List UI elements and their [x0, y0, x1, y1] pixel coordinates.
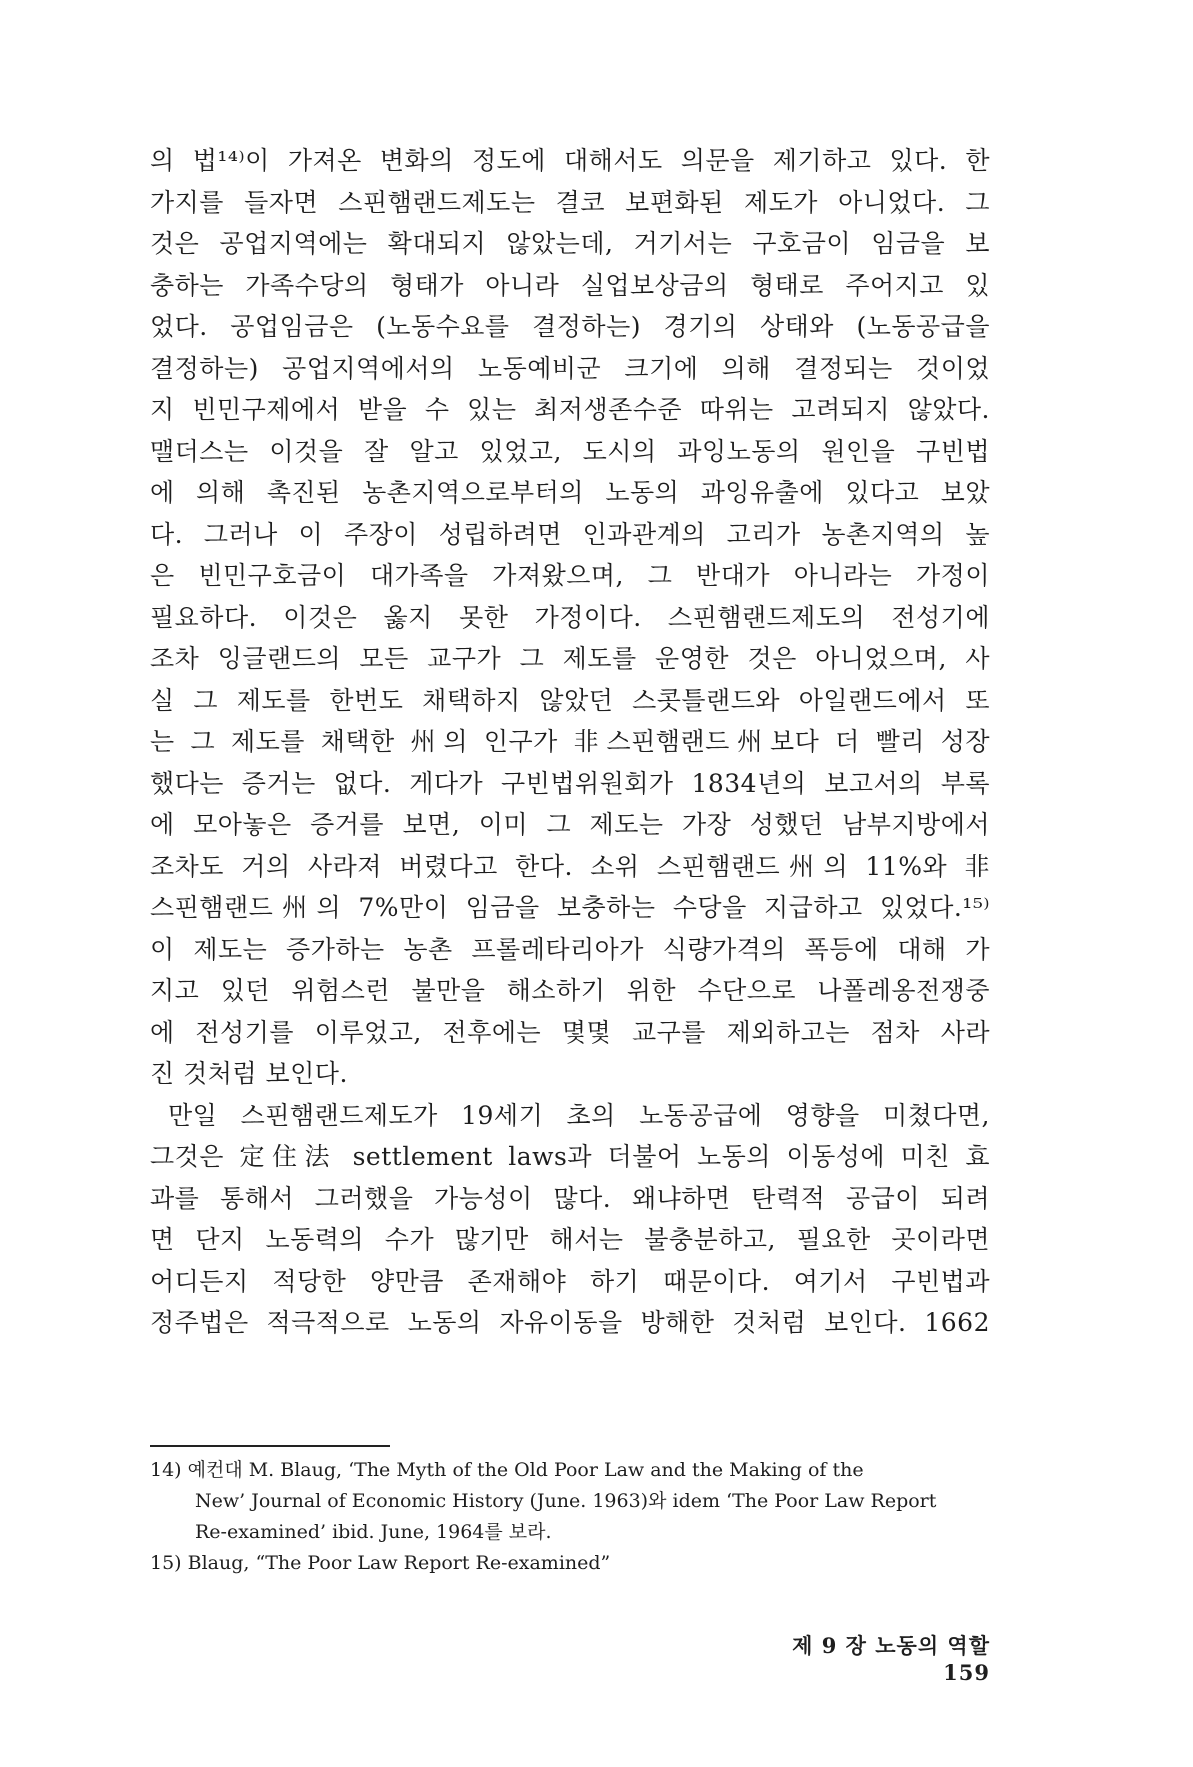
text-line: 만일 스핀햄랜드제도가 19세기 초의 노동공급에 영향을 미쳤다면, [168, 1100, 990, 1130]
footnote-line: New’ Journal of Economic History (June. 1963)와 idem ‘The Poor Law Report [195, 1490, 937, 1512]
text-line: 의 법¹⁴⁾이 가져온 변화의 정도에 대해서도 의문을 제기하고 있다. 한 [150, 146, 990, 175]
footnote-line: 15) Blaug, “The Poor Law Report Re-examined” [150, 1552, 611, 1574]
text-line: 면 단지 노동력의 수가 많기만 해서는 불충분하고, 필요한 곳이라면 [150, 1225, 990, 1254]
text-line: 과를 통해서 그러했을 가능성이 많다. 왜냐하면 탄력적 공급이 되려 [150, 1183, 990, 1213]
text-line: 가지를 들자면 스핀햄랜드제도는 결코 보편화된 제도가 아니었다. 그 [150, 187, 990, 217]
text-line: 다. 그러나 이 주장이 성립하려면 인과관계의 고리가 농촌지역의 높 [150, 519, 990, 549]
text-line: 정주법은 적극적으로 노동의 자유이동을 방해한 것처럼 보인다. 1662 [150, 1308, 990, 1337]
text-line: 진 것처럼 보인다. [150, 1059, 348, 1088]
text-line: 은 빈민구호금이 대가족을 가져왔으며, 그 반대가 아니라는 가정이 [150, 561, 990, 590]
text-line: 는 그 제도를 채택한 州의 인구가 非스핀햄랜드州보다 더 빨리 성장 [150, 727, 990, 756]
text-line: 것은 공업지역에는 확대되지 않았는데, 거기서는 구호금이 임금을 보 [150, 229, 990, 258]
text-line: 조차 잉글랜드의 모든 교구가 그 제도를 운영한 것은 아니었으며, 사 [150, 644, 990, 673]
text-line: 에 의해 촉진된 농촌지역으로부터의 노동의 과잉유출에 있다고 보았 [150, 478, 990, 507]
footnote-divider [150, 1445, 390, 1447]
text-line: 어디든지 적당한 양만큼 존재해야 하기 때문이다. 여기서 구빈법과 [150, 1266, 990, 1296]
footnote-line: 14) 예컨대 M. Blaug, ‘The Myth of the Old Poor Law and the Making of the [150, 1459, 864, 1481]
text-line: 에 전성기를 이루었고, 전후에는 몇몇 교구를 제외하고는 점차 사라 [150, 1017, 990, 1047]
text-line: 스핀햄랜드州의 7%만이 임금을 보충하는 수당을 지급하고 있었다.¹⁵⁾ [150, 893, 990, 922]
footnotes [150, 1455, 990, 1579]
footnote-line: Re-examined’ ibid. June, 1964를 보라. [195, 1521, 552, 1543]
text-line: 그것은 定住法 settlement laws과 더불어 노동의 이동성에 미친 효 [150, 1142, 990, 1171]
text-line: 맬더스는 이것을 잘 알고 있었고, 도시의 과잉노동의 원인을 구빈법 [150, 436, 990, 466]
text-line: 충하는 가족수당의 형태가 아니라 실업보상금의 형태로 주어지고 있 [150, 270, 990, 300]
text-line: 실 그 제도를 한번도 채택하지 않았던 스콧틀랜드와 아일랜드에서 또 [150, 685, 990, 715]
text-line: 었다. 공업임금은 (노동수요를 결정하는) 경기의 상태와 (노동공급을 [150, 312, 990, 341]
text-line: 필요하다. 이것은 옳지 못한 가정이다. 스핀햄랜드제도의 전성기에 [150, 602, 990, 632]
text-line: 지 빈민구제에서 받을 수 있는 최저생존수준 따위는 고려되지 않았다. [150, 395, 990, 424]
text-line: 에 모아놓은 증거를 보면, 이미 그 제도는 가장 성했던 남부지방에서 [150, 810, 990, 839]
text-line: 조차도 거의 사라져 버렸다고 한다. 소위 스핀햄랜드州의 11%와 非 [150, 851, 990, 881]
page-footer: 제 9 장 노동의 역할 159 [792, 1633, 990, 1685]
text-line: 결정하는) 공업지역에서의 노동예비군 크기에 의해 결정되는 것이었 [150, 353, 990, 383]
text-line: 지고 있던 위험스런 불만을 해소하기 위한 수단으로 나폴레옹전쟁중 [150, 976, 990, 1005]
text-line: 이 제도는 증가하는 농촌 프롤레타리아가 식량가격의 폭등에 대해 가 [150, 934, 990, 964]
body-text [150, 140, 990, 1344]
text-line: 했다는 증거는 없다. 게다가 구빈법위원회가 1834년의 보고서의 부록 [150, 768, 990, 798]
